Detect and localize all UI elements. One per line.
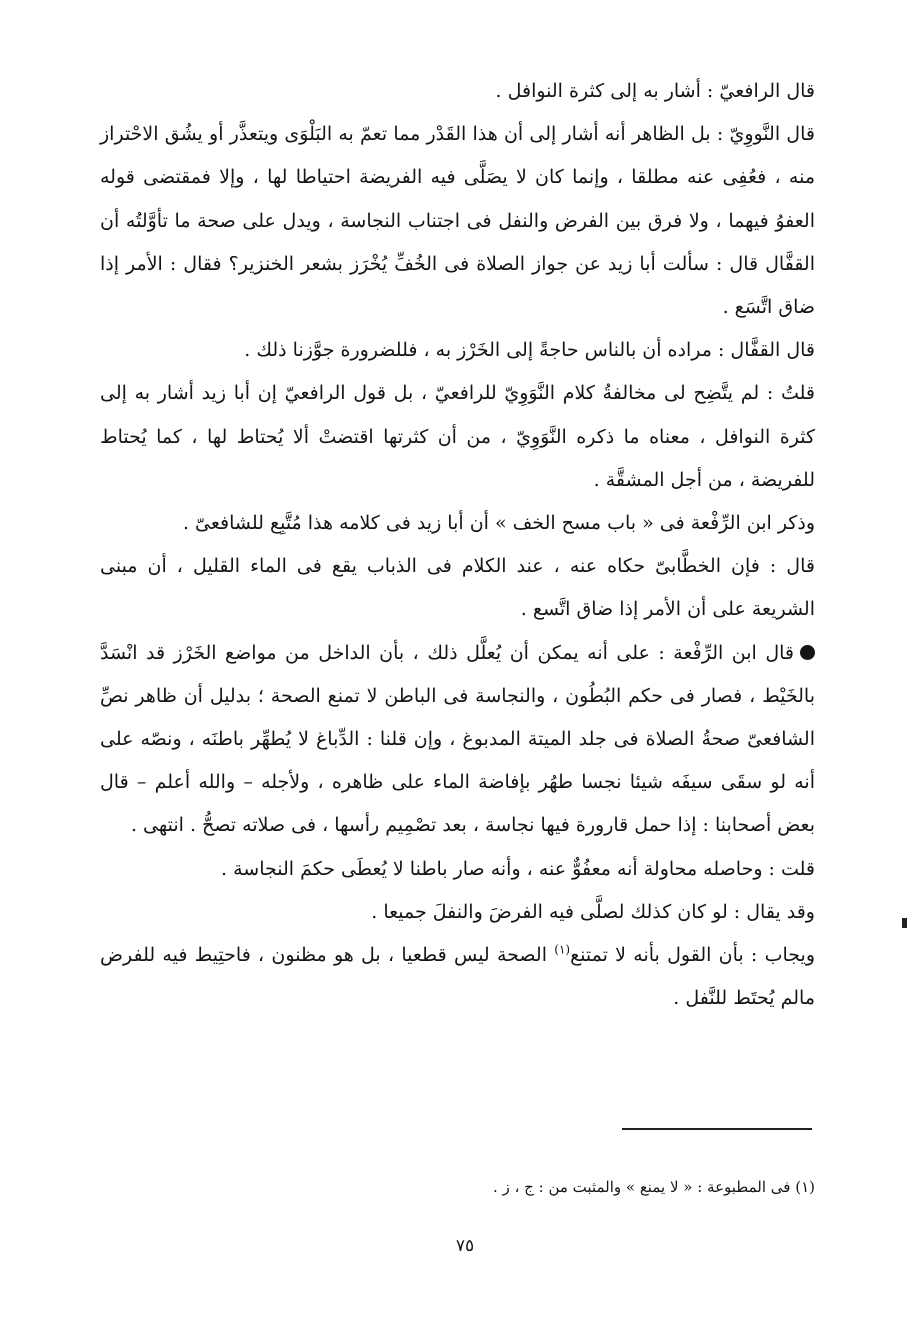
paragraph-10-text-a: ويجاب : بأن القول بأنه لا تمتنع — [570, 944, 815, 967]
paragraph-4: قلتُ : لم يتَّضِح لى مخالفةُ كلام النَّوَوِيّ للرافعيّ ، بل قول الرافعيّ إن أبا زيد أشار به إلى كثرة النوافل ، معناه ما ذكره النَّوَوِيّ ، من أن كثرتها اقتضتْ ألا يُحتاط لها ، كما يُحتاط للفريضة ، من أجل المشقَّة . — [100, 382, 815, 491]
paragraph-8: قلت : وحاصله محاولة أنه معفُوٌّ عنه ، وأنه صار باطنا لا يُعطَى حكمَ النجاسة . — [221, 857, 815, 880]
paragraph-7-text: قال ابن الرِّفْعة : على أنه يمكن أن يُعلَّل ذلك ، بأن الداخل من مواضع الخَرْز قد انْسَدَّ بالخَيْط ، فصار فى حكم البُطُون ، والنجاسة فى الباطن لا تمنع الصحة ؛ بدليل أن ظاهر نصِّ الشافعىّ صحةُ الصلاة فى جلد الميتة المدبوغ ، وإن قلنا : الدِّباغ لا يُطهِّر باطنَه ، ونصّه على أنه لو سقَى سيفَه شيئا نجسا طهُر بإفاضة الماء على ظاهره ، ولأجله – والله أعلم – قال بعض أصحابنا : إذا حمل قارورة فيها نجاسة ، بعد تصْمِيم رأسها ، فى صلاته تصحُّ . انتهى . — [100, 641, 815, 837]
paragraph-10-text-b: الصحة ليس قطعيا ، بل هو مظنون ، فاحتِيط فيه للفرض مالم يُحتَط للنَّفل . — [100, 944, 815, 1010]
footnote: (١) فى المطبوعة : « لا يمنع » والمثبت من : ج ، ز . — [493, 1178, 815, 1196]
page-number: ٧٥ — [455, 1236, 475, 1256]
footnote-divider — [622, 1128, 812, 1130]
bullet-icon — [800, 645, 815, 660]
page-body — [100, 70, 815, 1020]
paragraph-1: قال الرافعيّ : أشار به إلى كثرة النوافل . — [495, 80, 815, 102]
paragraph-10 — [100, 934, 815, 1020]
margin-mark — [902, 918, 907, 928]
paragraph-3: قال القفَّال : مراده أن بالناس حاجةً إلى الخَرْز به ، فللضرورة جوَّزنا ذلك . — [244, 339, 815, 362]
paragraph-7 — [100, 632, 815, 848]
paragraph-2: قال النَّووِيّ : بل الظاهر أنه أشار إلى أن هذا القَدْر مما تعمّ به البَلْوَى ويتعذَّر أو يشُق الاحْتراز منه ، فعُفِى عنه مطلقا ، وإنما كان لا يصَلَّى فيه الفريضة احتياطا لها ، وإلا فمقتضى قوله العفوُ فيهما ، ولا فرق بين الفرض والنفل فى اجتناب النجاسة ، ويدل على صحة ما تأوَّلتُه أن القفَّال قال : سألت أبا زيد عن جواز الصلاة فى الخُفِّ يُخْرَز بشعر الخنزير؟ فقال : الأمر إذا ضاق اتَّسَع . — [100, 123, 815, 319]
paragraph-6: قال : فإن الخطَّابىّ حكاه عنه ، عند الكلام فى الذباب يقع فى الماء القليل ، أن مبنى الشريعة على أن الأمر إذا ضاق اتَّسع . — [100, 555, 815, 621]
paragraph-9: وقد يقال : لو كان كذلك لصلَّى فيه الفرضَ والنفلَ جميعا . — [371, 900, 815, 923]
footnote-reference: (١) — [554, 942, 571, 957]
paragraph-5: وذكر ابن الرِّفْعة فى « باب مسح الخف » أن أبا زيد فى كلامه هذا مُتَّبِع للشافعىّ . — [182, 512, 815, 535]
